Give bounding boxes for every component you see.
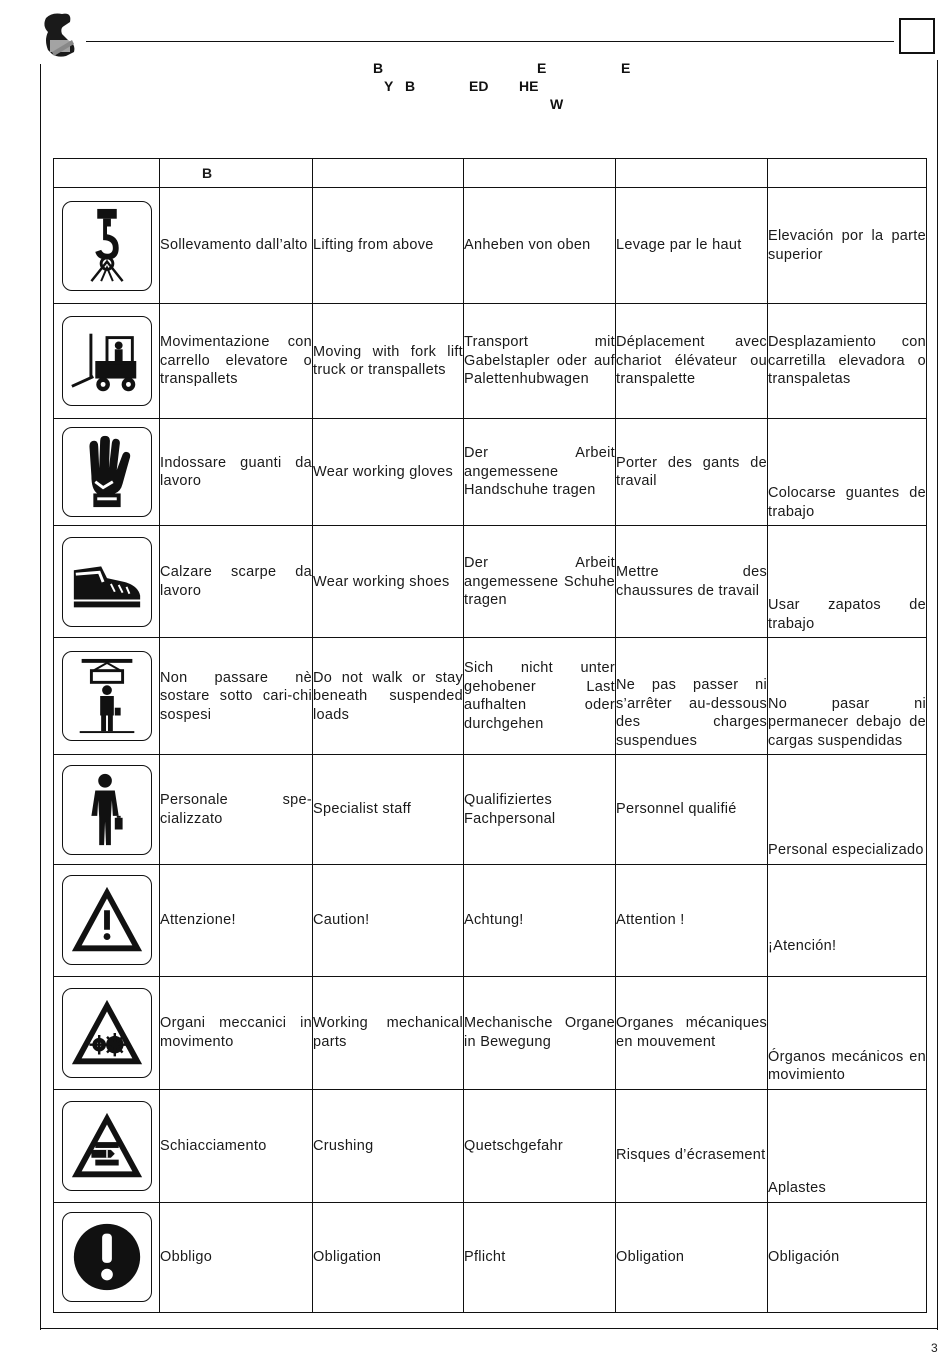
cell-german: Transport mit Gabelstapler oder auf Palettenhubwagen	[464, 304, 616, 419]
cell-spanish: Obligación	[768, 1202, 927, 1312]
corner-box	[899, 18, 935, 54]
title-fragment: E	[621, 60, 631, 76]
cell-english: Wear working gloves	[313, 419, 464, 526]
cell-french: Ne pas passer ni s’arrêter au-dessous des charges suspendues	[616, 638, 768, 755]
title-fragment: B	[405, 78, 416, 94]
cell-german: Anheben von oben	[464, 188, 616, 304]
cell-italian: Personale spe-cializzato	[160, 755, 313, 864]
title-fragment: E	[537, 60, 547, 76]
forklift-icon	[68, 322, 146, 400]
cell-spanish: ¡Atención!	[768, 864, 927, 976]
right-frame-rule	[937, 60, 938, 1330]
cell-french: Mettre des chaussures de travail	[616, 526, 768, 638]
page-number: 3	[931, 1341, 938, 1355]
cell-french: Levage par le haut	[616, 188, 768, 304]
bottom-frame-rule	[40, 1328, 938, 1329]
header-cell-french	[616, 159, 768, 188]
crushing-warning-icon	[68, 1107, 146, 1185]
cell-italian: Non passare nè sostare sotto cari-chi sospesi	[160, 638, 313, 755]
obligation-icon	[68, 1218, 146, 1296]
cell-english: Moving with fork lift truck or transpallets	[313, 304, 464, 419]
table-row	[54, 304, 927, 419]
table-header-row	[54, 159, 927, 188]
suspended-load-icon	[68, 657, 146, 735]
cell-spanish: Aplastes	[768, 1089, 927, 1202]
cell-german: Sich nicht unter gehobener Last aufhalten oder durchgehen	[464, 638, 616, 755]
cell-spanish: Elevación por la parte superior	[768, 188, 927, 304]
cell-italian: Indossare guanti da lavoro	[160, 419, 313, 526]
cell-german: Mechanische Organe in Bewegung	[464, 976, 616, 1089]
cell-spanish: Colocarse guantes de trabajo	[768, 419, 927, 526]
table-row	[54, 419, 927, 526]
cell-french: Organes mécaniques en mouvement	[616, 976, 768, 1089]
table-row	[54, 526, 927, 638]
title-fragment: W	[550, 96, 564, 112]
safety-symbols-table	[53, 158, 927, 1313]
cell-german: Achtung!	[464, 864, 616, 976]
cell-italian: Calzare scarpe da lavoro	[160, 526, 313, 638]
cell-spanish: Órganos mecánicos en movimiento	[768, 976, 927, 1089]
cell-english: Obligation	[313, 1202, 464, 1312]
table-row	[54, 1202, 927, 1312]
title-fragment: HE	[519, 78, 539, 94]
brand-logo-icon	[38, 10, 82, 60]
header-cell-italian: B	[160, 159, 313, 188]
work-gloves-icon	[68, 433, 146, 511]
cell-spanish: Personal especializado	[768, 755, 927, 864]
table-row	[54, 755, 927, 864]
cell-italian: Attenzione!	[160, 864, 313, 976]
cell-spanish: Desplazamiento con carretilla elevadora o transpaletas	[768, 304, 927, 419]
table-row	[54, 1089, 927, 1202]
header-cell-spanish	[768, 159, 927, 188]
title-fragment: ED	[469, 78, 489, 94]
left-frame-rule	[40, 64, 41, 1330]
header-cell-english	[313, 159, 464, 188]
table-row	[54, 976, 927, 1089]
safety-shoe-icon	[68, 543, 146, 621]
table-row	[54, 188, 927, 304]
cell-english: Specialist staff	[313, 755, 464, 864]
cell-german: Quetschgefahr	[464, 1089, 616, 1202]
table-row	[54, 638, 927, 755]
table-row	[54, 864, 927, 976]
cell-italian: Organi meccanici in movimento	[160, 976, 313, 1089]
cell-french: Risques d’écrasement	[616, 1089, 768, 1202]
title-fragment: Y	[384, 78, 394, 94]
cell-italian: Movimentazione con carrello elevatore o transpallets	[160, 304, 313, 419]
cell-italian: Sollevamento dall’alto	[160, 188, 313, 304]
cell-italian: Schiacciamento	[160, 1089, 313, 1202]
cell-german: Der Arbeit angemessene Schuhe tragen	[464, 526, 616, 638]
cell-german: Qualifiziertes Fachpersonal	[464, 755, 616, 864]
cell-italian: Obbligo	[160, 1202, 313, 1312]
header-cell-symbol	[54, 159, 160, 188]
header-rule	[86, 41, 894, 42]
cell-french: Attention !	[616, 864, 768, 976]
cell-french: Déplacement avec chariot élévateur ou transpalette	[616, 304, 768, 419]
cell-english: Working mechanical parts	[313, 976, 464, 1089]
cell-french: Personnel qualifié	[616, 755, 768, 864]
cell-french: Porter des gants de travail	[616, 419, 768, 526]
cell-spanish: Usar zapatos de trabajo	[768, 526, 927, 638]
cell-english: Crushing	[313, 1089, 464, 1202]
cell-english: Do not walk or stay beneath suspended loads	[313, 638, 464, 755]
cell-english: Caution!	[313, 864, 464, 976]
cell-spanish: No pasar ni permanecer debajo de cargas suspendidas	[768, 638, 927, 755]
cell-english: Lifting from above	[313, 188, 464, 304]
title-fragment: B	[373, 60, 384, 76]
header-cell-german	[464, 159, 616, 188]
cell-english: Wear working shoes	[313, 526, 464, 638]
cell-german: Pflicht	[464, 1202, 616, 1312]
warning-triangle-icon	[68, 881, 146, 959]
specialist-person-icon	[68, 771, 146, 849]
crane-hook-icon	[68, 207, 146, 285]
cell-french: Obligation	[616, 1202, 768, 1312]
gears-warning-icon	[68, 994, 146, 1072]
cell-german: Der Arbeit angemessene Handschuhe tragen	[464, 419, 616, 526]
